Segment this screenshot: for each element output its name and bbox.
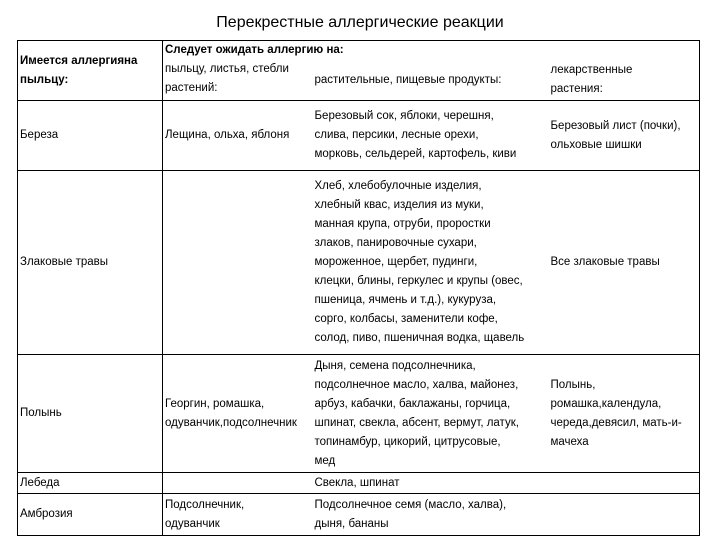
pollen-line: одуванчик,подсолнечник — [165, 416, 297, 429]
header-pollen-line: растений: — [165, 82, 218, 94]
food-line: сорго, колбасы, заменители кофе, — [314, 313, 498, 325]
food-line: Березовый сок, яблоки, черешня, — [314, 110, 494, 122]
header-pollen-line: пыльцу, листья, стебли — [165, 63, 289, 75]
food-line: мороженное, щербет, пудинги, — [314, 256, 478, 268]
header-food — [313, 41, 549, 101]
allergen-cell: Злаковые травы — [18, 171, 163, 355]
food-cell — [313, 101, 549, 171]
food-line: шпинат, свекла, абсент, вермут, латук, — [314, 416, 519, 429]
food-line: слива, персики, лесные орехи, — [314, 129, 479, 141]
pollen-cell — [163, 101, 313, 171]
food-cell — [313, 171, 549, 355]
food-line: солод, пиво, пшеничная водка, щавель — [314, 332, 525, 344]
herbs-line: мачеха — [550, 435, 589, 448]
food-line: хлебный квас, изделия из муки, — [314, 199, 484, 211]
header-pollen — [163, 41, 344, 101]
pollen-cell — [163, 473, 313, 494]
header-herbs-line: растения: — [550, 83, 603, 95]
food-line: манная крупа, отруби, проростки — [314, 218, 491, 230]
header-allergen — [18, 41, 163, 101]
food-cell — [313, 494, 549, 536]
allergen-cell: Береза — [18, 101, 163, 171]
header-expect: Следует ожидать аллергию на: — [165, 44, 344, 56]
pollen-line: Лещина, ольха, яблоня — [165, 129, 290, 141]
food-line: Хлеб, хлебобулочные изделия, — [314, 180, 482, 192]
food-line: мед — [314, 454, 336, 467]
herbs-cell — [549, 101, 700, 171]
table-row — [18, 473, 700, 494]
food-cell — [313, 473, 549, 494]
table-row — [18, 355, 700, 473]
food-line: арбуз, кабачки, баклажаны, горчица, — [314, 397, 511, 410]
herbs-cell — [549, 355, 700, 473]
herbs-line: череда,девясил, мать-и- — [550, 416, 682, 429]
food-line: злаков, панировочные сухари, — [314, 237, 477, 249]
pollen-cell — [163, 494, 313, 536]
table-row — [18, 171, 700, 355]
header-row — [18, 41, 700, 101]
herbs-cell — [549, 473, 700, 494]
herbs-line: ромашка,календула, — [550, 397, 662, 410]
cross-allergy-table — [17, 40, 700, 536]
food-line: топинамбур, цикорий, цитрусовые, — [314, 435, 501, 448]
allergen-cell: Амброзия — [18, 494, 163, 536]
food-line: дыня, бананы — [314, 517, 389, 530]
herbs-cell — [549, 494, 700, 536]
pollen-cell — [163, 355, 313, 473]
food-line: Дыня, семена подсолнечника, — [314, 359, 476, 372]
food-cell — [313, 355, 549, 473]
food-line: клецки, блины, геркулес и крупы (овес, — [314, 275, 523, 287]
food-line: подсолнечное масло, халва, майонез, — [314, 378, 519, 391]
pollen-cell — [163, 171, 313, 355]
herbs-line: Все злаковые травы — [550, 256, 660, 268]
table-row — [18, 494, 700, 536]
header-herbs-line: лекарственные — [550, 64, 633, 76]
pollen-line: Подсолнечник, — [165, 498, 245, 511]
pollen-line: одуванчик — [165, 517, 220, 530]
header-food-line: растительные, пищевые продукты: — [314, 73, 502, 86]
herbs-line: Березовый лист (почки), — [550, 119, 681, 132]
header-allergen-line: пыльцу: — [20, 73, 69, 86]
food-line: пшеница, ячмень и т.д.), кукуруза, — [314, 294, 497, 306]
food-line: Свекла, шпинат — [314, 476, 400, 489]
pollen-line: Георгин, ромашка, — [165, 397, 265, 410]
header-allergen-line: Имеется аллергияна — [20, 54, 138, 67]
herbs-line: ольховые шишки — [550, 138, 642, 151]
header-herbs — [549, 41, 700, 101]
herbs-cell — [549, 171, 700, 355]
allergen-cell: Полынь — [18, 355, 163, 473]
table-row — [18, 101, 700, 171]
food-line: Подсолнечное семя (масло, халва), — [314, 498, 507, 511]
food-line: морковь, сельдерей, картофель, киви — [314, 148, 517, 160]
allergen-cell: Лебеда — [18, 473, 163, 494]
page-title: Перекрестные аллергические реакции — [216, 14, 504, 31]
herbs-line: Полынь, — [550, 378, 596, 391]
